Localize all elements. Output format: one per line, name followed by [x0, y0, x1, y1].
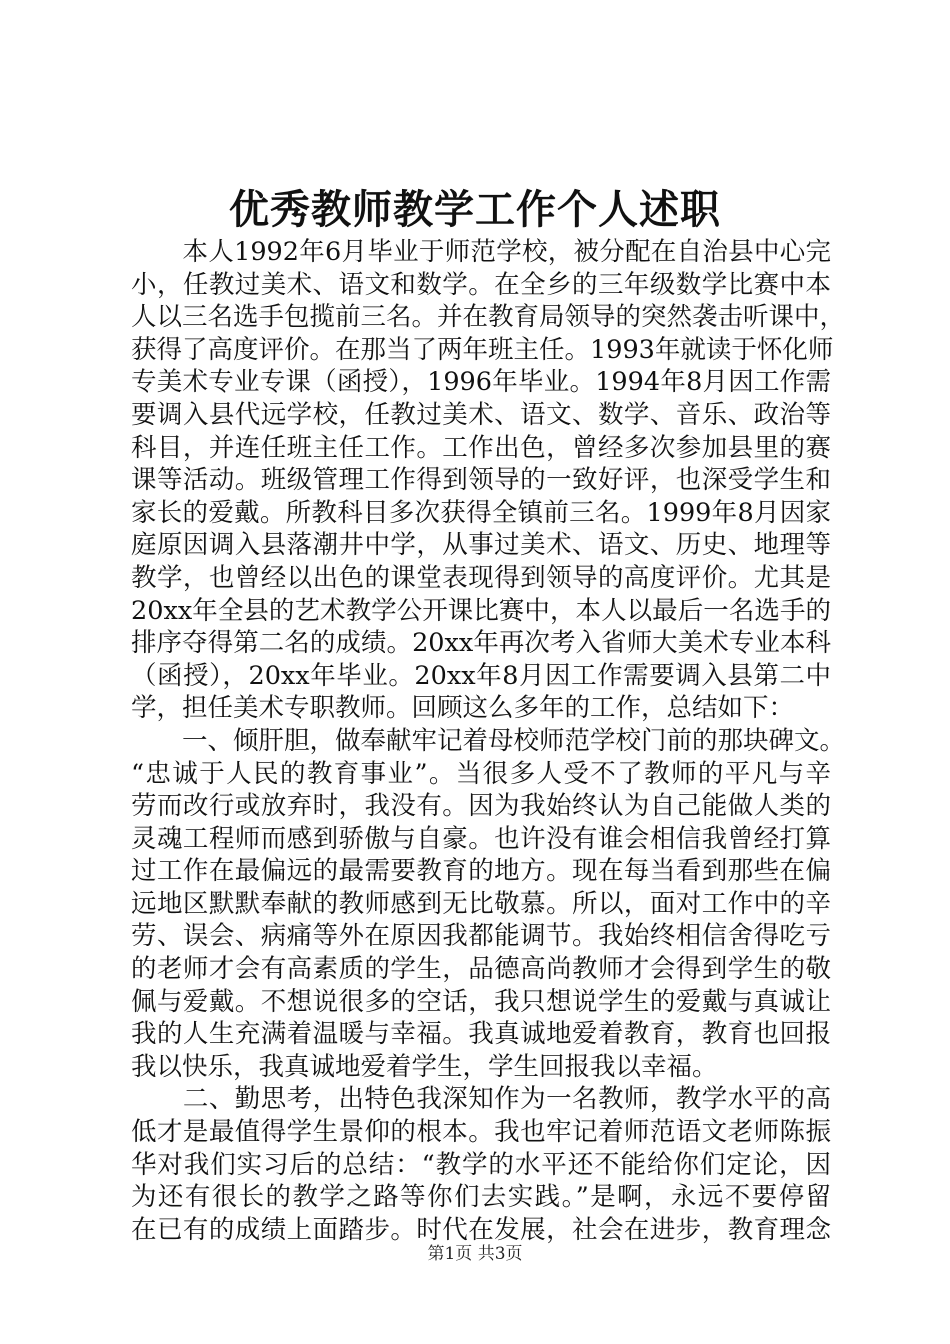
- text-line: （函授），20xx年毕业。20xx年8月因工作需要调入县第二中: [131, 660, 831, 691]
- text-line: 劳、误会、病痛等外在原因我都能调节。我始终相信舍得吃亏: [131, 921, 831, 952]
- text-line: 灵魂工程师而感到骄傲与自豪。也许没有谁会相信我曾经打算: [131, 823, 831, 854]
- text-line: 小，任教过美术、语文和数学。在全乡的三年级数学比赛中本: [131, 269, 831, 300]
- text-line: 二、勤思考，出特色我深知作为一名教师，教学水平的高: [131, 1084, 831, 1115]
- text-line: 低才是最值得学生景仰的根本。我也牢记着师范语文老师陈振: [131, 1117, 831, 1148]
- text-line: 在已有的成绩上面踏步。时代在发展，社会在进步，教育理念: [131, 1214, 831, 1245]
- document-title: 优秀教师教学工作个人述职: [229, 186, 721, 233]
- text-line: 20xx年全县的艺术教学公开课比赛中，本人以最后一名选手的: [131, 595, 831, 626]
- page-footer: 第1页 共3页: [427, 1244, 523, 1264]
- text-line: 学，担任美术专职教师。回顾这么多年的工作，总结如下：: [131, 693, 795, 724]
- text-line: 佩与爱戴。不想说很多的空话，我只想说学生的爱戴与真诚让: [131, 986, 831, 1017]
- text-line: 华对我们实习后的总结：“教学的水平还不能给你们定论，因: [131, 1149, 831, 1180]
- text-line: 教学，也曾经以出色的课堂表现得到领导的高度评价。尤其是: [131, 562, 831, 593]
- text-line: 排序夺得第二名的成绩。20xx年再次考入省师大美术专业本科: [131, 628, 831, 659]
- text-line: 课等活动。班级管理工作得到领导的一致好评，也深受学生和: [131, 465, 831, 496]
- text-line: 本人1992年6月毕业于师范学校，被分配在自治县中心完: [131, 237, 831, 267]
- text-line: 远地区默默奉献的教师感到无比敬慕。所以，面对工作中的辛: [131, 888, 831, 919]
- text-line: 劳而改行或放弃时，我没有。因为我始终认为自己能做人类的: [131, 791, 831, 822]
- text-line: 家长的爱戴。所教科目多次获得全镇前三名。1999年8月因家: [131, 497, 831, 528]
- text-line: 要调入县代远学校，任教过美术、语文、数学、音乐、政治等: [131, 399, 831, 430]
- text-line: 过工作在最偏远的最需要教育的地方。现在每当看到那些在偏: [131, 856, 831, 887]
- text-line: 专美术专业专课（函授），1996年毕业。1994年8月因工作需: [131, 367, 831, 398]
- text-line: 庭原因调入县落潮井中学，从事过美术、语文、历史、地理等: [131, 530, 831, 561]
- text-line: “忠诚于人民的教育事业”。当很多人受不了教师的平凡与辛: [131, 758, 831, 789]
- text-line: 获得了高度评价。在那当了两年班主任。1993年就读于怀化师: [131, 334, 834, 365]
- text-line: 人以三名选手包揽前三名。并在教育局领导的突然袭击听课中，: [131, 302, 846, 333]
- text-line: 我以快乐，我真诚地爱着学生，学生回报我以幸福。: [131, 1051, 718, 1082]
- text-line: 为还有很长的教学之路等你们去实践。”是啊，永远不要停留: [131, 1182, 831, 1213]
- document-body: [131, 236, 846, 1246]
- text-line: 我的人生充满着温暖与幸福。我真诚地爱着教育，教育也回报: [131, 1019, 831, 1050]
- text-line: 一、倾肝胆，做奉献牢记着母校师范学校门前的那块碑文。: [131, 725, 846, 756]
- text-line: 科目，并连任班主任工作。工作出色，曾经多次参加县里的赛: [131, 432, 831, 463]
- text-line: 的老师才会有高素质的学生，品德高尚教师才会得到学生的敬: [131, 954, 831, 985]
